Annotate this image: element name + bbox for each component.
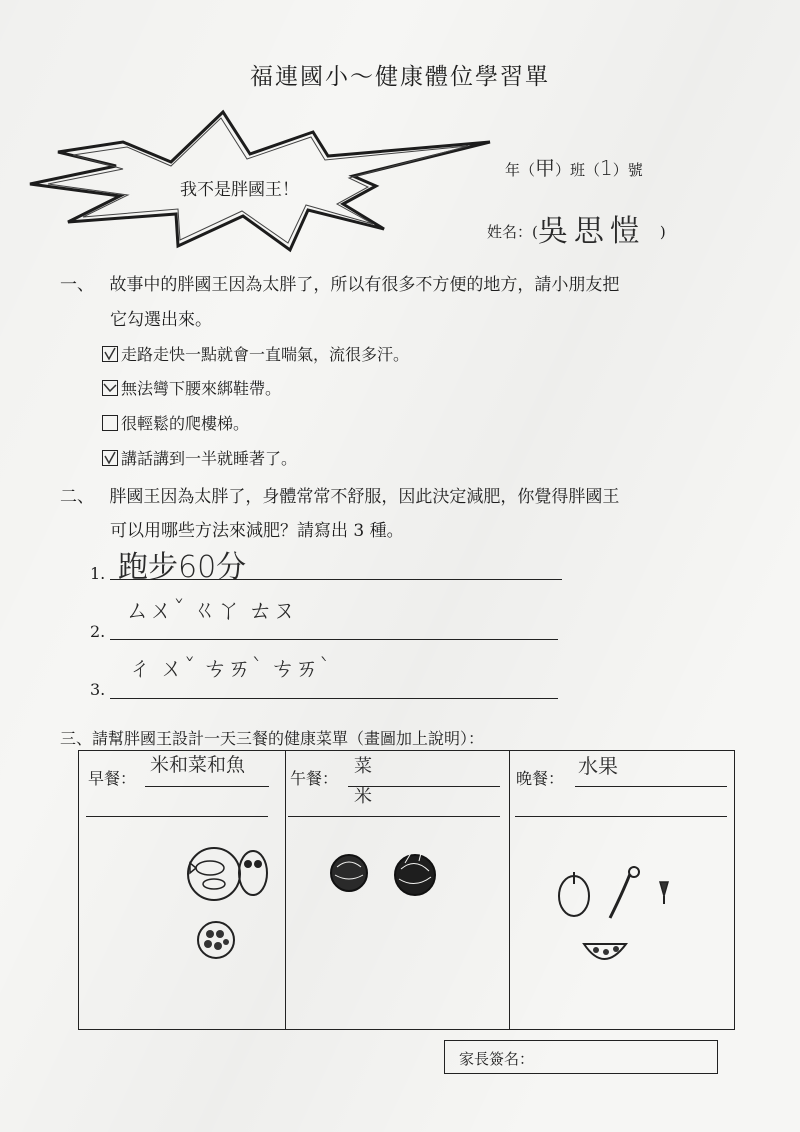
answer-3-line — [110, 698, 558, 699]
breakfast-label: 早餐： — [88, 769, 137, 788]
checkbox-4[interactable] — [102, 450, 118, 466]
parent-signature-box[interactable] — [444, 1040, 718, 1074]
name-close: ) — [659, 223, 666, 241]
section2-line1: 胖國王因為太胖了，身體常常不舒服，因此決定減肥，你覺得胖國王 — [109, 487, 620, 507]
option-3-label: 很輕鬆的爬樓梯。 — [121, 414, 250, 433]
meal-divider-2 — [509, 751, 510, 1029]
number-suffix: ）號 — [612, 161, 643, 179]
student-name: 吳思愷 — [537, 214, 646, 249]
dinner-drawing — [552, 860, 692, 972]
section1-line2: 它勾選出來。 — [110, 310, 212, 330]
option-1-label: 走路走快一點就會一直喘氣，流很多汗。 — [121, 345, 410, 364]
checkbox-1[interactable] — [102, 346, 118, 362]
class-value: 甲 — [535, 156, 556, 180]
answer-3-number: 3. — [90, 680, 106, 699]
option-2[interactable] — [102, 376, 281, 399]
section2-number: 二、 — [60, 487, 94, 507]
section1-question — [60, 270, 619, 295]
meal-divider-1 — [285, 751, 286, 1029]
lunch-drawing — [325, 845, 445, 905]
section2-question — [60, 482, 619, 507]
number-value: 1 — [600, 156, 613, 180]
answer-2-number: 2. — [90, 622, 106, 641]
checkbox-3[interactable] — [102, 415, 118, 431]
breakfast-line-2 — [86, 816, 268, 817]
option-4-label: 講話講到一半就睡著了。 — [121, 449, 298, 468]
option-2-label: 無法彎下腰來綁鞋帶。 — [121, 379, 282, 398]
dinner-label: 晚餐： — [516, 769, 565, 788]
name-row — [487, 202, 666, 249]
option-1[interactable] — [102, 342, 409, 365]
worksheet-title: 福連國小～健康體位學習單 — [250, 64, 550, 90]
dinner-line-1 — [575, 786, 727, 787]
lunch-answer: 菜 米 — [354, 756, 372, 807]
lunch-line-1 — [348, 786, 500, 787]
breakfast-drawing — [180, 842, 280, 964]
checkbox-2[interactable] — [102, 380, 118, 396]
name-label: 姓名：( — [487, 223, 538, 241]
option-3[interactable] — [102, 411, 249, 434]
answer-1-text: 跑步60分 — [118, 550, 247, 585]
answer-3-text: ㄔ ㄨˇ ㄘㄞˋ ㄘㄞˋ — [128, 654, 331, 682]
lunch-line-2 — [288, 816, 500, 817]
answer-2-text: ㄙㄨˇ ㄍㄚ ㄊㄡ — [125, 596, 297, 624]
class-number-row — [505, 152, 643, 181]
parent-signature-label: 家長簽名： — [459, 1051, 535, 1068]
answer-1-number: 1. — [90, 564, 106, 583]
section2-line2: 可以用哪些方法來減肥？請寫出 3 種。 — [110, 521, 404, 541]
section3-title: 三、請幫胖國王設計一天三餐的健康菜單（畫圖加上說明）： — [60, 729, 485, 748]
answer-2-line — [110, 639, 558, 640]
section1-line1: 故事中的胖國王因為太胖了，所以有很多不方便的地方，請小朋友把 — [109, 275, 620, 295]
lunch-label: 午餐： — [290, 769, 339, 788]
option-4[interactable] — [102, 446, 297, 469]
breakfast-line-1 — [145, 786, 269, 787]
burst-text: 我不是胖國王！ — [180, 180, 299, 200]
breakfast-answer: 米和菜和魚 — [150, 754, 246, 776]
class-prefix: 年（ — [505, 161, 536, 179]
dinner-answer: 水果 — [578, 754, 618, 778]
class-mid: ）班（ — [555, 161, 601, 179]
section1-number: 一、 — [60, 275, 94, 295]
answer-1-line — [110, 579, 562, 580]
dinner-line-2 — [515, 816, 727, 817]
